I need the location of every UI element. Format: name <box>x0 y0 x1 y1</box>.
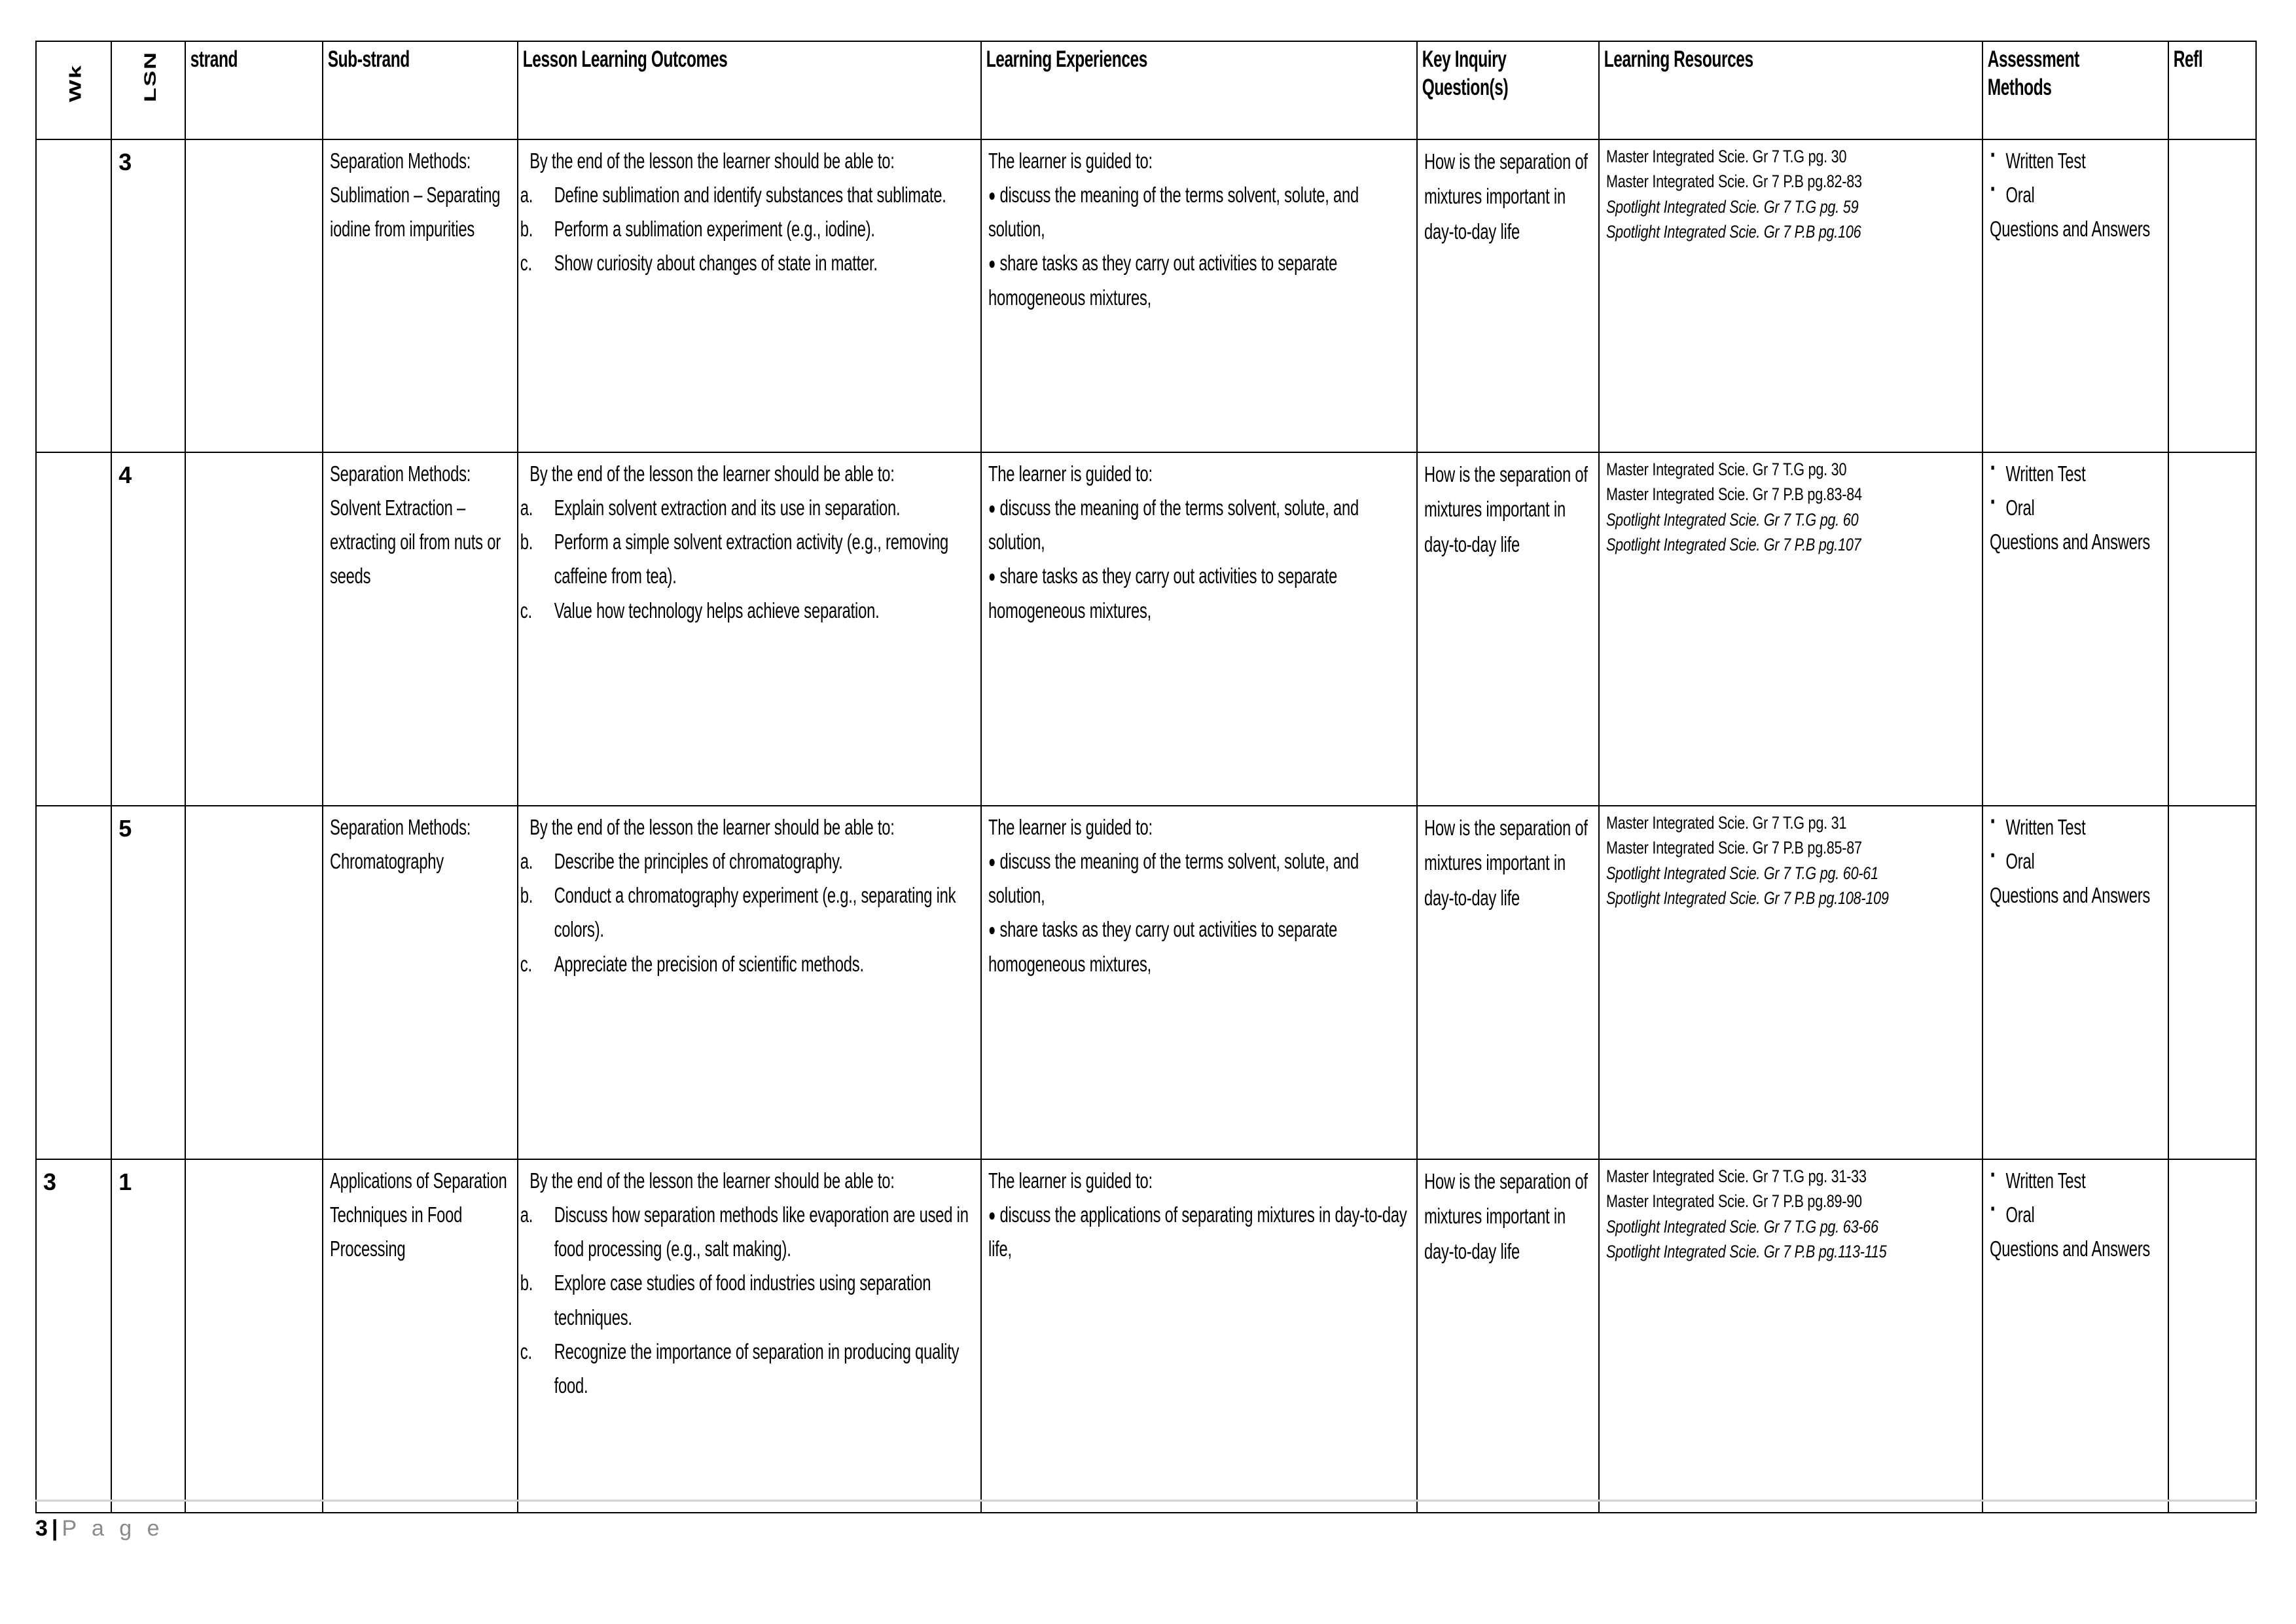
learning-resource-line: Master Integrated Scie. Gr 7 P.B pg.82-83 <box>1606 171 1862 192</box>
bullet-square-icon: ▪ <box>1990 493 1995 511</box>
am-item: ▪ Oral <box>1990 491 2162 525</box>
learning-resource-line: Master Integrated Scie. Gr 7 P.B pg.89-90 <box>1606 1191 1862 1212</box>
learning-resource-line: Master Integrated Scie. Gr 7 P.B pg.83-84 <box>1606 484 1862 505</box>
cell-week <box>36 139 111 452</box>
am-list <box>1990 810 2162 878</box>
llo-lead: By the end of the lesson the learner should be able to: <box>529 149 895 173</box>
bullet-round-icon: ● <box>988 253 996 274</box>
llo-lead: By the end of the lesson the learner should be able to: <box>529 815 895 839</box>
llo-item: b. Conduct a chromatography experiment (e.g., separating ink colors). <box>525 878 975 947</box>
cell-key-inquiry-question <box>1417 806 1599 1159</box>
bullet-round-icon: ● <box>988 852 996 872</box>
llo-block <box>520 810 975 981</box>
bullet-square-icon: ▪ <box>1990 812 1995 830</box>
llo-list <box>520 178 975 280</box>
learning-resource-line: Master Integrated Scie. Gr 7 T.G pg. 31-33 <box>1606 1166 1867 1186</box>
cell-learning-resources <box>1599 139 1982 452</box>
cell-reflection <box>2168 139 2256 452</box>
lr-block <box>1606 1164 1977 1264</box>
column-header-am-label: Assessment Methods <box>1988 46 2080 100</box>
cell-reflection <box>2168 1159 2256 1513</box>
column-header-llo-label: Lesson Learning Outcomes <box>523 46 728 72</box>
bullet-square-icon: ▪ <box>1990 1200 1995 1218</box>
table-row <box>36 1159 2256 1513</box>
header-row <box>36 41 2256 139</box>
am-block <box>1990 457 2162 559</box>
cell-week <box>36 1159 111 1513</box>
cell-learning-resources <box>1599 452 1982 806</box>
learning-resource-line: Master Integrated Scie. Gr 7 T.G pg. 31 <box>1606 813 1847 833</box>
lesson-number-value: 5 <box>118 815 132 842</box>
footer-separator: | <box>51 1516 58 1541</box>
llo-item: b. Explore case studies of food industries using separation techniques. <box>525 1266 975 1334</box>
llo-block <box>520 457 975 628</box>
column-header-assessment-methods <box>1982 41 2113 139</box>
llo-item-marker: c. <box>520 951 533 976</box>
llo-lead: By the end of the lesson the learner should be able to: <box>529 461 895 486</box>
column-header-learning-resources <box>1599 41 1867 139</box>
llo-item: c. Recognize the importance of separation in producing quality food. <box>525 1335 975 1403</box>
lesson-number-value: 3 <box>118 149 132 175</box>
llo-item: c. Show curiosity about changes of state in matter. <box>525 246 975 280</box>
am-block <box>1990 1164 2162 1266</box>
llo-item: b. Perform a simple solvent extraction activity (e.g., removing caffeine from tea). <box>525 525 975 593</box>
lex-item: ● discuss the meaning of the terms solvent, solute, and solution, <box>988 849 1359 908</box>
sub-strand-value: Separation Methods: Chromatography <box>330 815 471 874</box>
lex-lead: The learner is guided to: <box>988 461 1153 486</box>
llo-item-marker: c. <box>520 1339 533 1363</box>
am-tail: Questions and Answers <box>1990 530 2151 554</box>
cell-learning-experiences <box>981 452 1417 806</box>
am-list <box>1990 144 2162 212</box>
llo-item-marker: b. <box>520 530 533 554</box>
cell-week <box>36 452 111 806</box>
llo-list <box>520 1198 975 1403</box>
llo-item: a. Define sublimation and identify substances that sublimate. <box>525 178 975 212</box>
cell-lesson-number <box>111 806 185 1159</box>
cell-strand <box>185 1159 323 1513</box>
llo-item-marker: b. <box>520 1271 533 1295</box>
learning-resource-line: Spotlight Integrated Scie. Gr 7 P.B pg.106 <box>1606 221 1861 242</box>
lesson-number-value: 1 <box>118 1168 132 1195</box>
llo-item-marker: c. <box>520 598 533 623</box>
bullet-square-icon: ▪ <box>1990 846 1995 865</box>
bullet-square-icon: ▪ <box>1990 459 1995 477</box>
bullet-round-icon: ● <box>988 185 996 206</box>
cell-sub-strand <box>323 139 518 452</box>
am-item: ▪ Written Test <box>1990 1164 2162 1198</box>
am-tail: Questions and Answers <box>1990 217 2151 242</box>
column-header-kiq-label: Key Inquiry Question(s) <box>1422 46 1509 100</box>
lex-item: ● discuss the meaning of the terms solvent, solute, and solution, <box>988 496 1359 554</box>
table-row <box>36 139 2256 452</box>
am-item: ▪ Oral <box>1990 178 2162 212</box>
llo-list <box>520 491 975 628</box>
am-item: ▪ Written Test <box>1990 810 2162 844</box>
llo-item: a. Describe the principles of chromatography. <box>525 844 975 878</box>
cell-sub-strand <box>323 452 518 806</box>
llo-block <box>520 144 975 281</box>
am-block <box>1990 810 2162 912</box>
lr-block <box>1606 810 1977 911</box>
learning-resource-line: Spotlight Integrated Scie. Gr 7 P.B pg.113-115 <box>1606 1241 1887 1261</box>
learning-resource-line: Spotlight Integrated Scie. Gr 7 T.G pg. 63-66 <box>1606 1216 1879 1236</box>
sub-strand-value: Separation Methods: Sublimation – Separating iodine from impurities <box>330 149 501 242</box>
column-header-learning-experiences <box>981 41 1287 139</box>
column-header-lr-label: Learning Resources <box>1604 46 1753 72</box>
cell-learning-experiences <box>981 1159 1417 1513</box>
cell-key-inquiry-question <box>1417 1159 1599 1513</box>
llo-block <box>520 1164 975 1403</box>
week-value: 3 <box>43 1168 56 1195</box>
cell-lesson-number <box>111 452 185 806</box>
lex-item: ● share tasks as they carry out activities to separate homogeneous mixtures, <box>988 251 1338 310</box>
cell-learning-resources <box>1599 1159 1982 1513</box>
cell-assessment-methods <box>1982 139 2168 452</box>
sub-strand-value: Applications of Separation Techniques in Food Processing <box>330 1168 507 1261</box>
lr-block <box>1606 144 1977 244</box>
lex-list <box>988 1198 1411 1266</box>
sub-strand-value: Separation Methods: Solvent Extraction – extracting oil from nuts or seeds <box>330 461 501 588</box>
cell-sub-strand <box>323 806 518 1159</box>
column-header-strand-label: strand <box>190 46 238 72</box>
llo-item-marker: c. <box>520 251 533 276</box>
column-header-key-inquiry-questions <box>1417 41 1544 139</box>
learning-resource-line: Spotlight Integrated Scie. Gr 7 P.B pg.108-109 <box>1606 888 1889 908</box>
table-row <box>36 452 2256 806</box>
column-header-sub-strand-label: Sub-strand <box>327 46 410 72</box>
page-footer <box>35 1500 2257 1542</box>
footer-page-number: 3 <box>35 1516 48 1541</box>
cell-sub-strand <box>323 1159 518 1513</box>
scheme-of-work-table <box>35 41 2257 1513</box>
lex-block <box>988 144 1411 315</box>
cell-lesson-learning-outcomes <box>518 806 981 1159</box>
cell-lesson-number <box>111 139 185 452</box>
column-header-wk-label: Wk <box>65 64 85 103</box>
llo-item-marker: a. <box>520 849 533 874</box>
cell-learning-experiences <box>981 806 1417 1159</box>
bullet-round-icon: ● <box>988 1205 996 1225</box>
am-tail: Questions and Answers <box>1990 883 2151 908</box>
cell-strand <box>185 452 323 806</box>
cell-learning-experiences <box>981 139 1417 452</box>
bullet-square-icon: ▪ <box>1990 180 1995 198</box>
table-body <box>36 139 2256 1513</box>
lex-block <box>988 810 1411 981</box>
column-header-lex-label: Learning Experiences <box>986 46 1147 72</box>
cell-lesson-learning-outcomes <box>518 139 981 452</box>
column-header-sub-strand <box>323 41 459 139</box>
lex-item: ● share tasks as they carry out activities to separate homogeneous mixtures, <box>988 564 1338 623</box>
llo-item: a. Discuss how separation methods like evaporation are used in food processing (e.g., salt making). <box>525 1198 975 1266</box>
cell-assessment-methods <box>1982 452 2168 806</box>
cell-reflection <box>2168 806 2256 1159</box>
am-list <box>1990 1164 2162 1232</box>
bullet-square-icon: ▪ <box>1990 1166 1995 1183</box>
column-header-strand <box>185 41 281 139</box>
footer-page-word: P a g e <box>62 1516 164 1541</box>
lr-block <box>1606 457 1977 557</box>
am-item: ▪ Written Test <box>1990 144 2162 178</box>
learning-resource-line: Master Integrated Scie. Gr 7 P.B pg.85-87 <box>1606 838 1862 858</box>
cell-learning-resources <box>1599 806 1982 1159</box>
lex-lead: The learner is guided to: <box>988 149 1153 173</box>
llo-item-marker: a. <box>520 496 533 520</box>
bullet-round-icon: ● <box>988 566 996 586</box>
lex-item: ● discuss the meaning of the terms solvent, solute, and solution, <box>988 183 1359 242</box>
learning-resource-line: Master Integrated Scie. Gr 7 T.G pg. 30 <box>1606 147 1847 166</box>
lex-lead: The learner is guided to: <box>988 1168 1153 1193</box>
llo-item: b. Perform a sublimation experiment (e.g., iodine). <box>525 212 975 246</box>
cell-lesson-learning-outcomes <box>518 1159 981 1513</box>
lex-item: ● discuss the applications of separating mixtures in day-to-day life, <box>988 1202 1407 1261</box>
lex-item: ● share tasks as they carry out activities to separate homogeneous mixtures, <box>988 917 1338 976</box>
lex-block <box>988 457 1411 628</box>
table-header <box>36 41 2256 139</box>
llo-item-marker: a. <box>520 1202 533 1227</box>
cell-assessment-methods <box>1982 806 2168 1159</box>
kiq-value: How is the separation of mixtures important in day-to-day life <box>1424 462 1588 556</box>
column-header-wk <box>36 41 89 139</box>
kiq-value: How is the separation of mixtures important in day-to-day life <box>1424 149 1588 244</box>
llo-list <box>520 844 975 981</box>
cell-lesson-number <box>111 1159 185 1513</box>
learning-resource-line: Spotlight Integrated Scie. Gr 7 P.B pg.107 <box>1606 534 1861 554</box>
cell-lesson-learning-outcomes <box>518 452 981 806</box>
learning-resource-line: Spotlight Integrated Scie. Gr 7 T.G pg. 59 <box>1606 196 1859 217</box>
am-item: ▪ Written Test <box>1990 457 2162 491</box>
lex-list <box>988 491 1411 628</box>
learning-resource-line: Master Integrated Scie. Gr 7 T.G pg. 30 <box>1606 460 1847 479</box>
llo-item: a. Explain solvent extraction and its use in separation. <box>525 491 975 525</box>
llo-item-marker: b. <box>520 883 533 908</box>
am-item: ▪ Oral <box>1990 844 2162 878</box>
learning-resource-line: Spotlight Integrated Scie. Gr 7 T.G pg. 60-61 <box>1606 863 1879 883</box>
cell-key-inquiry-question <box>1417 452 1599 806</box>
table-row <box>36 806 2256 1159</box>
am-block <box>1990 144 2162 246</box>
bullet-round-icon: ● <box>988 498 996 518</box>
column-header-lesson-learning-outcomes <box>518 41 842 139</box>
cell-assessment-methods <box>1982 1159 2168 1513</box>
llo-item: c. Appreciate the precision of scientific methods. <box>525 947 975 981</box>
column-header-lsn-label: LSN <box>141 51 160 103</box>
kiq-value: How is the separation of mixtures important in day-to-day life <box>1424 816 1588 910</box>
cell-reflection <box>2168 452 2256 806</box>
column-header-refl-label: Refl <box>2173 46 2203 72</box>
llo-lead: By the end of the lesson the learner should be able to: <box>529 1168 895 1193</box>
learning-resource-line: Spotlight Integrated Scie. Gr 7 T.G pg. 60 <box>1606 509 1859 530</box>
lex-list <box>988 178 1411 315</box>
cell-strand <box>185 806 323 1159</box>
am-tail: Questions and Answers <box>1990 1236 2151 1261</box>
llo-item: c. Value how technology helps achieve separation. <box>525 594 975 628</box>
kiq-value: How is the separation of mixtures important in day-to-day life <box>1424 1169 1588 1263</box>
am-item: ▪ Oral <box>1990 1198 2162 1232</box>
cell-strand <box>185 139 323 452</box>
lex-list <box>988 844 1411 981</box>
bullet-square-icon: ▪ <box>1990 146 1995 164</box>
am-list <box>1990 457 2162 525</box>
column-header-lsn <box>111 41 163 139</box>
lex-lead: The learner is guided to: <box>988 815 1153 839</box>
cell-key-inquiry-question <box>1417 139 1599 452</box>
lesson-number-value: 4 <box>118 461 132 488</box>
lex-block <box>988 1164 1411 1266</box>
llo-item-marker: b. <box>520 217 533 242</box>
bullet-round-icon: ● <box>988 920 996 940</box>
cell-week <box>36 806 111 1159</box>
llo-item-marker: a. <box>520 183 533 208</box>
column-header-refl <box>2168 41 2230 139</box>
